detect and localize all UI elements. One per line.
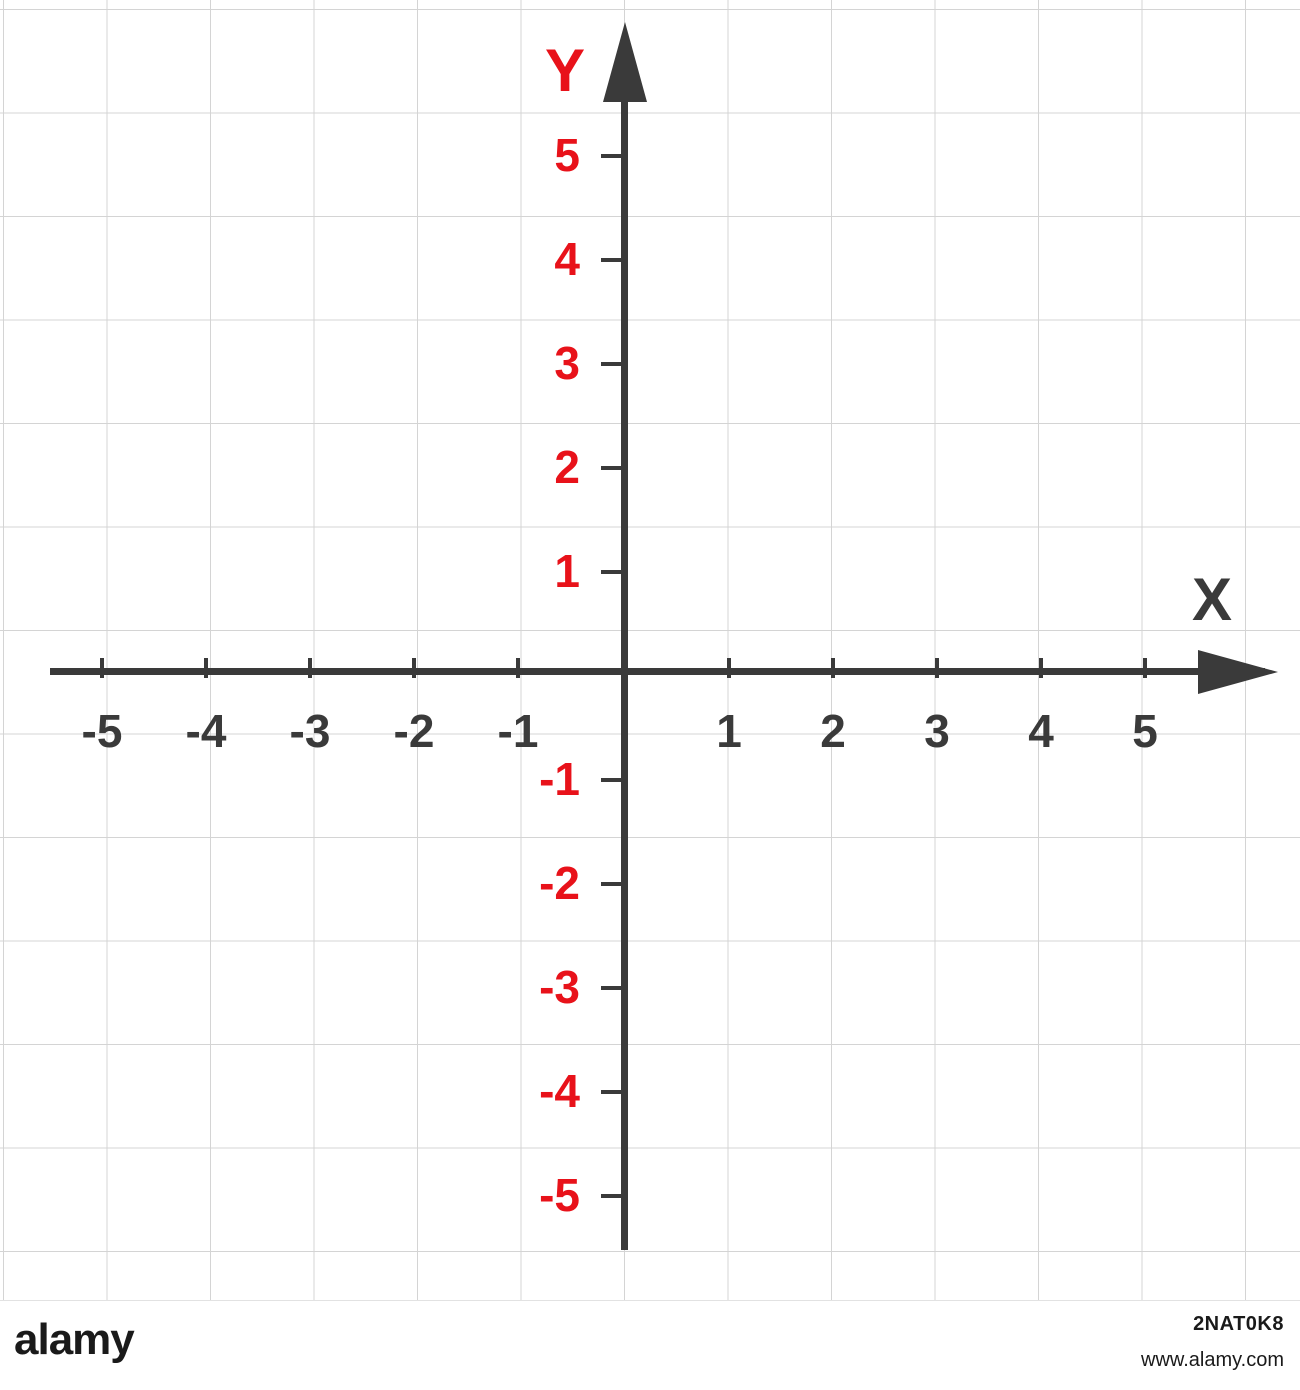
x-tick-label: 2 [820,705,846,757]
y-tick-mark [601,882,621,886]
x-tick-mark [1143,658,1147,678]
y-tick-label: 3 [554,337,580,389]
x-tick-label: 1 [716,705,742,757]
y-tick-label: 2 [554,441,580,493]
x-tick-label: -1 [497,705,539,757]
x-tick-label: 3 [924,705,950,757]
y-tick-mark [601,466,621,470]
x-tick-label: -5 [81,705,123,757]
y-tick-label: 4 [554,233,580,285]
x-tick-mark [516,658,520,678]
x-tick-label: -2 [393,705,435,757]
x-tick-label: 5 [1132,705,1158,757]
x-tick-mark [308,658,312,678]
x-tick-label: -4 [185,705,227,757]
x-axis-line [50,668,1265,675]
y-tick-mark [601,258,621,262]
y-tick-label: -2 [539,857,580,909]
x-tick-mark [727,658,731,678]
y-tick-label: 5 [554,129,580,181]
x-axis-arrow-icon [1198,650,1278,694]
x-axis-label: X [1192,566,1233,633]
x-tick-mark [935,658,939,678]
footer-bar [0,1300,1300,1390]
y-tick-label: -1 [539,753,580,805]
x-tick-mark [100,658,104,678]
y-axis-line [621,55,628,1250]
y-axis-label: Y [545,37,586,104]
y-tick-mark [601,778,621,782]
y-tick-mark [601,986,621,990]
y-axis-arrow-icon [603,22,647,102]
y-tick-label: -5 [539,1169,580,1221]
y-tick-label: 1 [554,545,580,597]
x-tick-label: -3 [289,705,331,757]
y-tick-label: -4 [539,1065,580,1117]
x-tick-mark [204,658,208,678]
x-tick-mark [412,658,416,678]
x-tick-label: 4 [1028,705,1054,757]
y-tick-mark [601,154,621,158]
y-tick-mark [601,1194,621,1198]
alamy-logo: alamy [14,1315,134,1364]
x-tick-mark [1039,658,1043,678]
alamy-url-label: www.alamy.com [1141,1349,1284,1371]
y-tick-mark [601,362,621,366]
x-tick-mark [831,658,835,678]
y-tick-mark [601,570,621,574]
y-tick-label: -3 [539,961,580,1013]
image-id-label: 2NAT0K8 [1193,1313,1284,1335]
y-tick-mark [601,1090,621,1094]
